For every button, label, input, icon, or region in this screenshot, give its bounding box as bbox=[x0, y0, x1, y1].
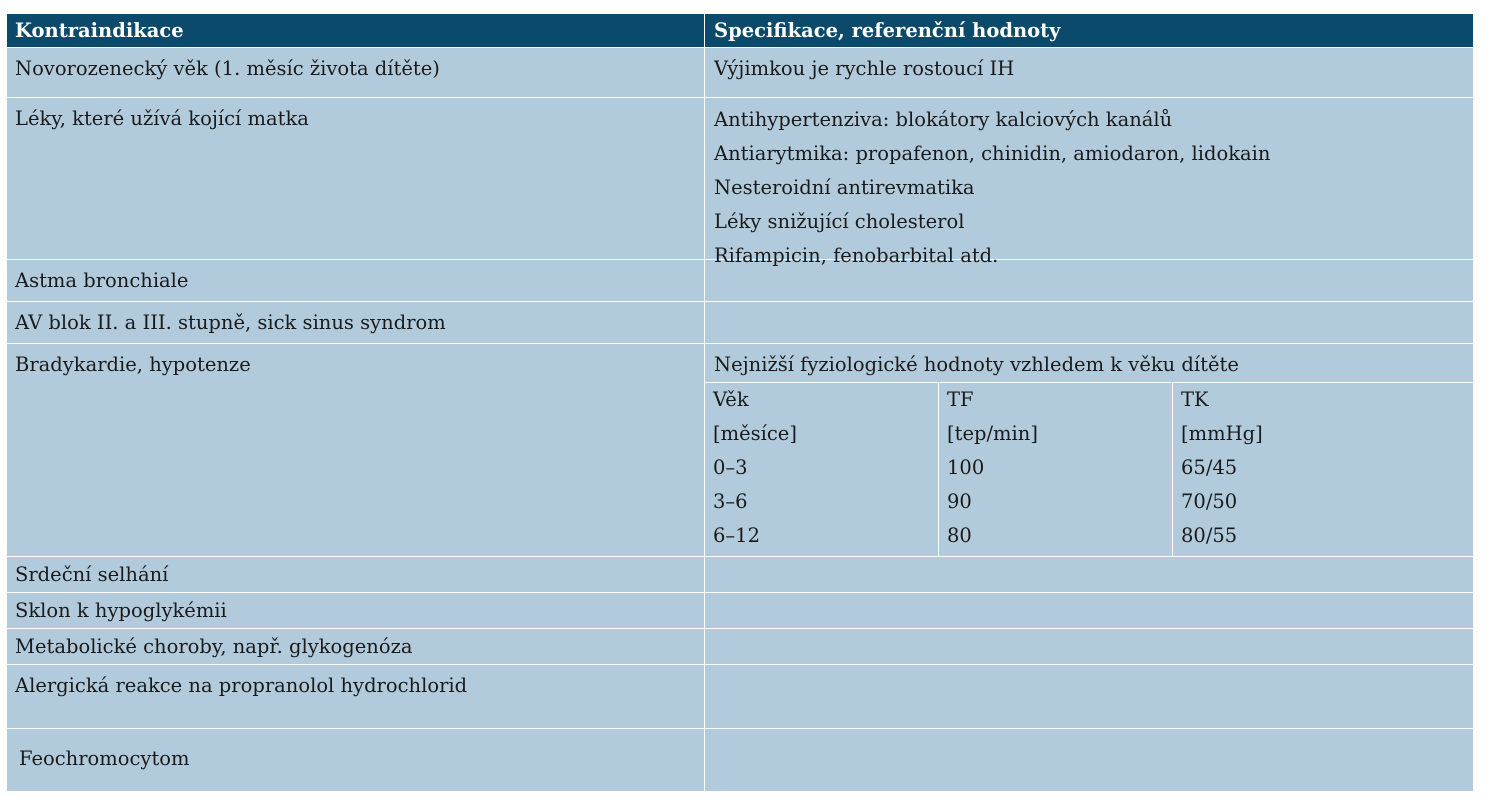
table-row bbox=[7, 557, 1473, 593]
reference-values-subtable bbox=[705, 383, 1473, 556]
contraindications-table bbox=[7, 14, 1473, 791]
spec-line: Antihypertenziva: blokátory kalciových kanálů bbox=[714, 108, 1173, 131]
cell-contraindication: Metabolické choroby, např. glykogenóza bbox=[7, 629, 705, 664]
cell-specification bbox=[705, 260, 1473, 301]
subtable-column-heart-rate bbox=[939, 383, 1173, 556]
cell-specification bbox=[705, 557, 1473, 592]
cell-contraindication: Novorozenecký věk (1. měsíc života dítěte) bbox=[7, 48, 705, 97]
table-row bbox=[7, 593, 1473, 629]
subtable-cell: 65/45 bbox=[1181, 456, 1238, 479]
table-row bbox=[7, 48, 1473, 98]
cell-specification bbox=[705, 593, 1473, 628]
subtable-col-name: Věk bbox=[713, 388, 749, 411]
subtable-cell: 90 bbox=[947, 490, 972, 513]
cell-specification bbox=[705, 302, 1473, 343]
header-specification: Specifikace, referenční hodnoty bbox=[714, 19, 1061, 42]
subtable-col-unit: [tep/min] bbox=[947, 422, 1038, 445]
spec-line: Rifampicin, fenobarbital atd. bbox=[714, 244, 999, 267]
cell-contraindication: Bradykardie, hypotenze bbox=[7, 344, 705, 556]
subtable-cell: 80/55 bbox=[1181, 524, 1238, 547]
cell-contraindication: AV blok II. a III. stupně, sick sinus syndrom bbox=[7, 302, 705, 343]
subtable-column-age bbox=[705, 383, 939, 556]
cell-specification bbox=[705, 629, 1473, 664]
subtable-cell: 3–6 bbox=[713, 490, 748, 513]
cell-specification bbox=[705, 98, 1473, 267]
spec-line: Výjimkou je rychle rostoucí IH bbox=[714, 57, 1015, 80]
header-contraindication: Kontraindikace bbox=[7, 14, 705, 47]
spec-line: Nesteroidní antirevmatika bbox=[714, 176, 975, 199]
table-row bbox=[7, 302, 1473, 344]
subtable-cell: 80 bbox=[947, 524, 972, 547]
cell-specification bbox=[705, 729, 1473, 791]
table-row bbox=[7, 665, 1473, 729]
table-row bbox=[7, 629, 1473, 665]
cell-contraindication: Srdeční selhání bbox=[7, 557, 705, 592]
table-header-row bbox=[7, 14, 1473, 48]
cell-specification bbox=[705, 665, 1473, 728]
table-row bbox=[7, 98, 1473, 267]
spec-line: Antiarytmika: propafenon, chinidin, amiodaron, lidokain bbox=[714, 142, 1271, 165]
subtable-column-blood-pressure bbox=[1173, 383, 1473, 556]
cell-contraindication: Sklon k hypoglykémii bbox=[7, 593, 705, 628]
table-row bbox=[7, 729, 1473, 791]
cell-specification bbox=[705, 344, 1473, 556]
subtable-caption: Nejnižší fyziologické hodnoty vzhledem k věku dítěte bbox=[705, 344, 1473, 383]
subtable-cell: 100 bbox=[947, 456, 985, 479]
subtable-col-unit: [měsíce] bbox=[713, 422, 797, 445]
table-row bbox=[7, 260, 1473, 302]
cell-contraindication: Astma bronchiale bbox=[7, 260, 705, 301]
table-row bbox=[7, 344, 1473, 557]
subtable-cell: 0–3 bbox=[713, 456, 748, 479]
cell-contraindication: Alergická reakce na propranolol hydrochlorid bbox=[7, 665, 705, 728]
cell-contraindication: Feochromocytom bbox=[7, 729, 705, 791]
cell-contraindication: Léky, které užívá kojící matka bbox=[7, 98, 705, 259]
subtable-col-name: TK bbox=[1181, 388, 1209, 411]
cell-specification bbox=[705, 48, 1473, 97]
subtable-cell: 6–12 bbox=[713, 524, 760, 547]
spec-line: Léky snižující cholesterol bbox=[714, 210, 965, 233]
subtable-col-unit: [mmHg] bbox=[1181, 422, 1263, 445]
subtable-col-name: TF bbox=[947, 388, 974, 411]
subtable-cell: 70/50 bbox=[1181, 490, 1238, 513]
